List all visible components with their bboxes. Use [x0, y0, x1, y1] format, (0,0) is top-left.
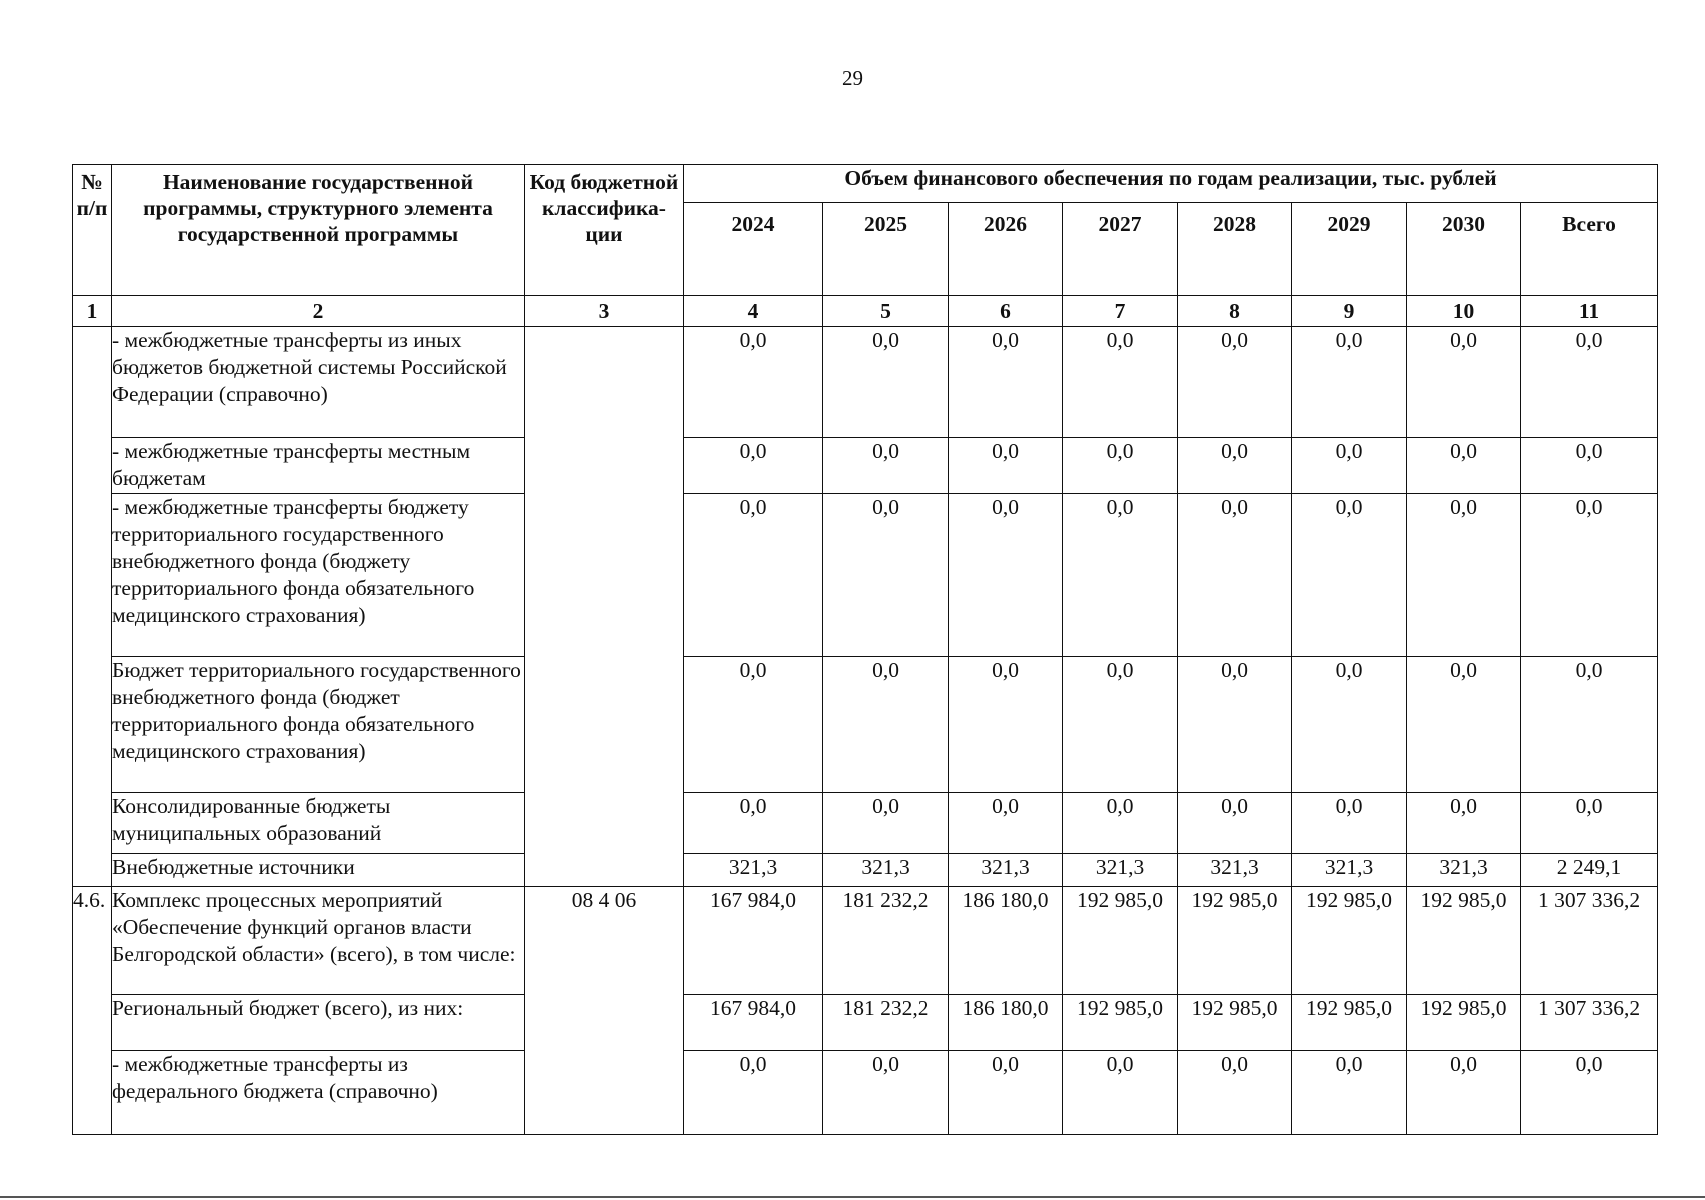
- row-value: 0,0: [823, 1051, 949, 1135]
- row-value: 321,3: [1063, 854, 1178, 887]
- page-number: 29: [842, 66, 863, 90]
- header-year: 2025: [823, 203, 949, 296]
- row-value: 0,0: [684, 793, 823, 854]
- row-value: 192 985,0: [1292, 995, 1407, 1051]
- header-year: 2026: [949, 203, 1063, 296]
- row-value: 0,0: [949, 494, 1063, 657]
- row-value: 192 985,0: [1063, 995, 1178, 1051]
- row-value: 0,0: [1178, 657, 1292, 793]
- table-row: [73, 995, 1658, 1051]
- row-value: 192 985,0: [1292, 887, 1407, 995]
- row-value: 0,0: [1178, 793, 1292, 854]
- row-name: Бюджет территориального государственного внебюджетного фонда (бюджет территориального фонда обязательного медицинского страхования): [112, 657, 525, 793]
- row-value: 321,3: [823, 854, 949, 887]
- row-total: 0,0: [1521, 438, 1658, 494]
- row-value: 167 984,0: [684, 887, 823, 995]
- header-year: 2028: [1178, 203, 1292, 296]
- row-value: 0,0: [1292, 438, 1407, 494]
- row-value: 0,0: [823, 327, 949, 438]
- row-value: 0,0: [1178, 438, 1292, 494]
- row-value: 0,0: [684, 327, 823, 438]
- row-name: Консолидированные бюджеты муниципальных образований: [112, 793, 525, 854]
- row-value: 0,0: [684, 438, 823, 494]
- financing-table: [72, 164, 1658, 1135]
- row-total: 1 307 336,2: [1521, 887, 1658, 995]
- header-row: [73, 165, 1658, 203]
- table-row: [73, 657, 1658, 793]
- header-num: № п/п: [73, 165, 112, 296]
- row-value: 0,0: [1063, 494, 1178, 657]
- row-name: - межбюджетные трансферты из федерального бюджета (справочно): [112, 1051, 525, 1135]
- header-year: 2024: [684, 203, 823, 296]
- row-value: 0,0: [949, 793, 1063, 854]
- column-number: 5: [823, 296, 949, 327]
- row-value: 0,0: [684, 1051, 823, 1135]
- row-value: 0,0: [823, 793, 949, 854]
- table-row: [73, 327, 1658, 438]
- row-value: 186 180,0: [949, 995, 1063, 1051]
- row-name: Региональный бюджет (всего), из них:: [112, 995, 525, 1051]
- header-code: Код бюджетной классифика-ции: [525, 165, 684, 296]
- header-name: Наименование государственной программы, структурного элемента государственной программы: [112, 165, 525, 296]
- row-value: 181 232,2: [823, 887, 949, 995]
- row-value: 0,0: [1407, 327, 1521, 438]
- row-value: 0,0: [949, 327, 1063, 438]
- column-numbers-row: [73, 296, 1658, 327]
- table-row: [73, 438, 1658, 494]
- row-value: 0,0: [684, 657, 823, 793]
- row-name: - межбюджетные трансферты местным бюджетам: [112, 438, 525, 494]
- header-year: 2029: [1292, 203, 1407, 296]
- header-year: 2030: [1407, 203, 1521, 296]
- row-value: 0,0: [684, 494, 823, 657]
- column-number: 2: [112, 296, 525, 327]
- table-row: [73, 854, 1658, 887]
- column-number: 10: [1407, 296, 1521, 327]
- row-value: 0,0: [1407, 438, 1521, 494]
- row-name: - межбюджетные трансферты бюджету территориального государственного внебюджетного фонда (бюджету территориального фонда обязательного медицинского страхования): [112, 494, 525, 657]
- header-volume: Объем финансового обеспечения по годам реализации, тыс. рублей: [684, 165, 1658, 203]
- row-value: 167 984,0: [684, 995, 823, 1051]
- row-value: 0,0: [1407, 494, 1521, 657]
- row-value: 0,0: [1292, 327, 1407, 438]
- row-value: 0,0: [949, 657, 1063, 793]
- row-code: [525, 327, 684, 887]
- row-value: 0,0: [1292, 1051, 1407, 1135]
- row-total: 0,0: [1521, 494, 1658, 657]
- row-value: 192 985,0: [1407, 995, 1521, 1051]
- row-value: 321,3: [949, 854, 1063, 887]
- table-row: [73, 494, 1658, 657]
- row-value: 0,0: [823, 438, 949, 494]
- row-name: Внебюджетные источники: [112, 854, 525, 887]
- column-number: 3: [525, 296, 684, 327]
- row-value: 0,0: [1407, 793, 1521, 854]
- row-value: 0,0: [823, 494, 949, 657]
- column-number: 7: [1063, 296, 1178, 327]
- row-value: 0,0: [1292, 657, 1407, 793]
- row-value: 0,0: [949, 438, 1063, 494]
- row-value: 321,3: [684, 854, 823, 887]
- table-row: [73, 1051, 1658, 1135]
- row-value: 321,3: [1292, 854, 1407, 887]
- row-value: 192 985,0: [1178, 887, 1292, 995]
- header-year: 2027: [1063, 203, 1178, 296]
- row-number: [73, 327, 112, 887]
- row-value: 192 985,0: [1178, 995, 1292, 1051]
- row-total: 0,0: [1521, 657, 1658, 793]
- page-edge-line: [0, 1196, 1705, 1198]
- row-name: - межбюджетные трансферты из иных бюджетов бюджетной системы Российской Федерации (справочно): [112, 327, 525, 438]
- column-number: 4: [684, 296, 823, 327]
- row-value: 0,0: [1063, 657, 1178, 793]
- row-value: 0,0: [1292, 793, 1407, 854]
- row-number: 4.6.: [73, 887, 112, 1135]
- row-value: 0,0: [1063, 327, 1178, 438]
- row-total: 0,0: [1521, 327, 1658, 438]
- column-number: 11: [1521, 296, 1658, 327]
- row-value: 321,3: [1178, 854, 1292, 887]
- row-value: 0,0: [1178, 1051, 1292, 1135]
- column-number: 6: [949, 296, 1063, 327]
- column-number: 9: [1292, 296, 1407, 327]
- row-value: 0,0: [1407, 1051, 1521, 1135]
- row-value: 0,0: [949, 1051, 1063, 1135]
- row-value: 0,0: [1063, 793, 1178, 854]
- row-name: Комплекс процессных мероприятий «Обеспечение функций органов власти Белгородской области» (всего), в том числе:: [112, 887, 525, 995]
- table-row: [73, 793, 1658, 854]
- row-value: 321,3: [1407, 854, 1521, 887]
- row-value: 0,0: [1178, 327, 1292, 438]
- row-total: 2 249,1: [1521, 854, 1658, 887]
- row-code: 08 4 06: [525, 887, 684, 1135]
- row-total: 1 307 336,2: [1521, 995, 1658, 1051]
- column-number: 8: [1178, 296, 1292, 327]
- row-value: 0,0: [1292, 494, 1407, 657]
- row-value: 0,0: [823, 657, 949, 793]
- header-total: Всего: [1521, 203, 1658, 296]
- row-total: 0,0: [1521, 1051, 1658, 1135]
- row-value: 0,0: [1063, 438, 1178, 494]
- row-value: 192 985,0: [1063, 887, 1178, 995]
- row-value: 0,0: [1407, 657, 1521, 793]
- row-value: 181 232,2: [823, 995, 949, 1051]
- row-value: 192 985,0: [1407, 887, 1521, 995]
- row-value: 0,0: [1178, 494, 1292, 657]
- row-total: 0,0: [1521, 793, 1658, 854]
- table-row: [73, 887, 1658, 995]
- row-value: 186 180,0: [949, 887, 1063, 995]
- column-number: 1: [73, 296, 112, 327]
- row-value: 0,0: [1063, 1051, 1178, 1135]
